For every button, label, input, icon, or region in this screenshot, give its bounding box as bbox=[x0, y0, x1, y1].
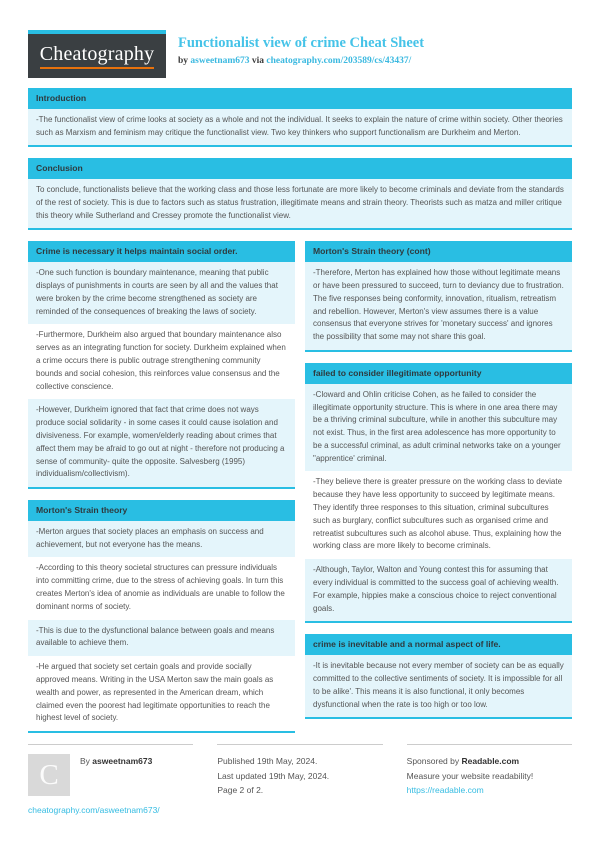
sponsored-by-label: Sponsored by bbox=[406, 756, 460, 767]
section-strain-theory bbox=[28, 500, 295, 733]
section-header: Introduction bbox=[28, 88, 572, 109]
section-header: crime is inevitable and a normal aspect of life. bbox=[305, 634, 572, 655]
footer-sponsor bbox=[407, 744, 572, 817]
section-conclusion bbox=[28, 158, 572, 230]
section-introduction bbox=[28, 88, 572, 147]
paragraph: -One such function is boundary maintenance, meaning that public displays of punishments in courts are seen by all and the values that were broken by the crime become strengthened as society are reminded of the consequences of breaking the laws of society. bbox=[28, 262, 295, 324]
left-column bbox=[28, 241, 295, 744]
byline bbox=[178, 56, 424, 66]
footer-author bbox=[28, 744, 193, 817]
via-label: via bbox=[251, 56, 265, 66]
footer-author-name: asweetnam673 bbox=[92, 756, 153, 767]
updated-date: Last updated 19th May, 2024. bbox=[217, 770, 330, 781]
paragraph: -They believe there is greater pressure on the working class to deviate because they have less opportunity to succeed by legitimate means. They identify three responses to this situation, criminal subcultures such as burglary, conflict subcultures such as organised crime and retreatist subcultures such as alcohol abuse. Thus, explaining how the working class are more likely to become criminals. bbox=[313, 477, 563, 551]
masthead bbox=[28, 30, 572, 78]
footer-meta bbox=[217, 744, 382, 817]
section-header: Conclusion bbox=[28, 158, 572, 179]
byline-prefix: by bbox=[178, 56, 189, 66]
by-label: By bbox=[80, 756, 90, 767]
avatar[interactable] bbox=[28, 754, 70, 796]
section-header: Morton's Strain theory bbox=[28, 500, 295, 521]
section-header: Crime is necessary it helps maintain social order. bbox=[28, 241, 295, 262]
paragraph: -However, Durkheim ignored that fact that crime does not ways produce social solidarity - in some cases it could cause isolation and divisiveness. For example, women/elderly reading about crimes that affect them may be afraid to go out at night - therefore not producing a sense of community- quite the opposite. Salvesberg (1995) individualism/collectivism). bbox=[28, 399, 295, 487]
paragraph: -Although, Taylor, Walton and Young contest this for assuming that every individual is committed to the success goal of achieving wealth. For example, hippies make a conscious choice to reject conventional goals. bbox=[305, 559, 572, 621]
columns bbox=[28, 241, 572, 744]
section-crime-necessary bbox=[28, 241, 295, 489]
footer bbox=[28, 744, 572, 817]
cheatography-logo[interactable] bbox=[28, 30, 166, 78]
paragraph: -Cloward and Ohlin criticise Cohen, as he failed to consider the illegitimate opportunity structure. This is where in one area there may be a thriving criminal subculture, while in another this subculture may not exist. Thus, in the first area adolescence has more opportunity to be a successful criminal, as adult criminal networks take on a younger "apprentice' criminal. bbox=[305, 384, 572, 472]
sheet-url-link[interactable]: cheatography.com/203589/cs/43437/ bbox=[266, 56, 412, 66]
sponsor-name: Readable.com bbox=[461, 756, 520, 767]
author-profile-link[interactable]: cheatography.com/asweetnam673/ bbox=[28, 805, 160, 816]
author-link[interactable]: asweetnam673 bbox=[190, 56, 250, 66]
paragraph: -Therefore, Merton has explained how those without legitimate means or have been pressured to succeed, turn to deviancy due to frustration. The five responses being conformity, innovation, ritualism, retreatism and rebellion. However, Merton's view assumes there is a value consensus that everyone strives for 'monetary success' and ignores the possibility that some may not share this goal. bbox=[305, 262, 572, 350]
footer-author-row bbox=[28, 754, 193, 796]
paragraph: -He argued that society set certain goals and provide socially approved means. Writing in the USA Merton saw the main goals as wealth and power, as represented in the American dream, which claimed even the poorest had legitimate opportunities to reach the highest level of society. bbox=[36, 662, 274, 723]
paragraph: -This is due to the dysfunctional balance between goals and means available to achieve them. bbox=[28, 620, 295, 657]
avatar-letter: C bbox=[39, 758, 59, 791]
paragraph: -According to this theory societal structures can pressure individuals into committing crime, due to the stress of achieving goals. In turn this creates Merton's idea of anomie as individuals are unable to follow the dominant norms of society. bbox=[36, 563, 285, 611]
section-header: failed to consider illegitimate opportunity bbox=[305, 363, 572, 384]
section-strain-theory-cont bbox=[305, 241, 572, 352]
sponsor-line bbox=[407, 754, 572, 768]
paragraph: -Merton argues that society places an emphasis on success and achievement, but not everyone has the means. bbox=[28, 521, 295, 558]
title-block bbox=[178, 30, 424, 78]
right-column bbox=[305, 241, 572, 730]
section-illegitimate-opportunity bbox=[305, 363, 572, 623]
logo-text: Cheatography bbox=[40, 43, 155, 69]
page-title: Functionalist view of crime Cheat Sheet bbox=[178, 35, 425, 51]
paragraph: -The functionalist view of crime looks at society as a whole and not the individual. It seeks to explain the nature of crime within society. Other theories such as Marxism and feminism may critique the functionalist view. Two key thinkers who support functionalism are Durkheim and Merton. bbox=[28, 109, 572, 146]
paragraph: -It is inevitable because not every member of society can be as equally committed to the collective sentiments of society. It is impossible for all to be alike'. This means it is also functional, it only becomes dysfunctional when the rate is too high or too low. bbox=[305, 655, 572, 717]
paragraph: To conclude, functionalists believe that the working class and those less fortunate are more likely to become criminals and deviate from the standards of the rest of society. This is due to factors such as status frustration, illegitimate means and strain theory. Theorists such as matza and miller critique this theory while Sutherland and Cressey promote the functionalist view. bbox=[28, 179, 572, 228]
published-date: Published 19th May, 2024. bbox=[217, 756, 318, 767]
sponsor-link[interactable]: https://readable.com bbox=[406, 785, 484, 796]
section-crime-inevitable bbox=[305, 634, 572, 719]
paragraph: -Furthermore, Durkheim also argued that boundary maintenance also serves as an integrating function for society. Durkheim explained when a crime occurs there is public outrage strengthening community bounds and social cohesion, this reinforces value consensus and the collective conscience. bbox=[36, 330, 286, 391]
section-header: Morton's Strain theory (cont) bbox=[305, 241, 572, 262]
sponsor-tagline: Measure your website readability! bbox=[406, 770, 534, 781]
footer-by-line bbox=[80, 754, 152, 768]
page-number: Page 2 of 2. bbox=[217, 785, 264, 796]
